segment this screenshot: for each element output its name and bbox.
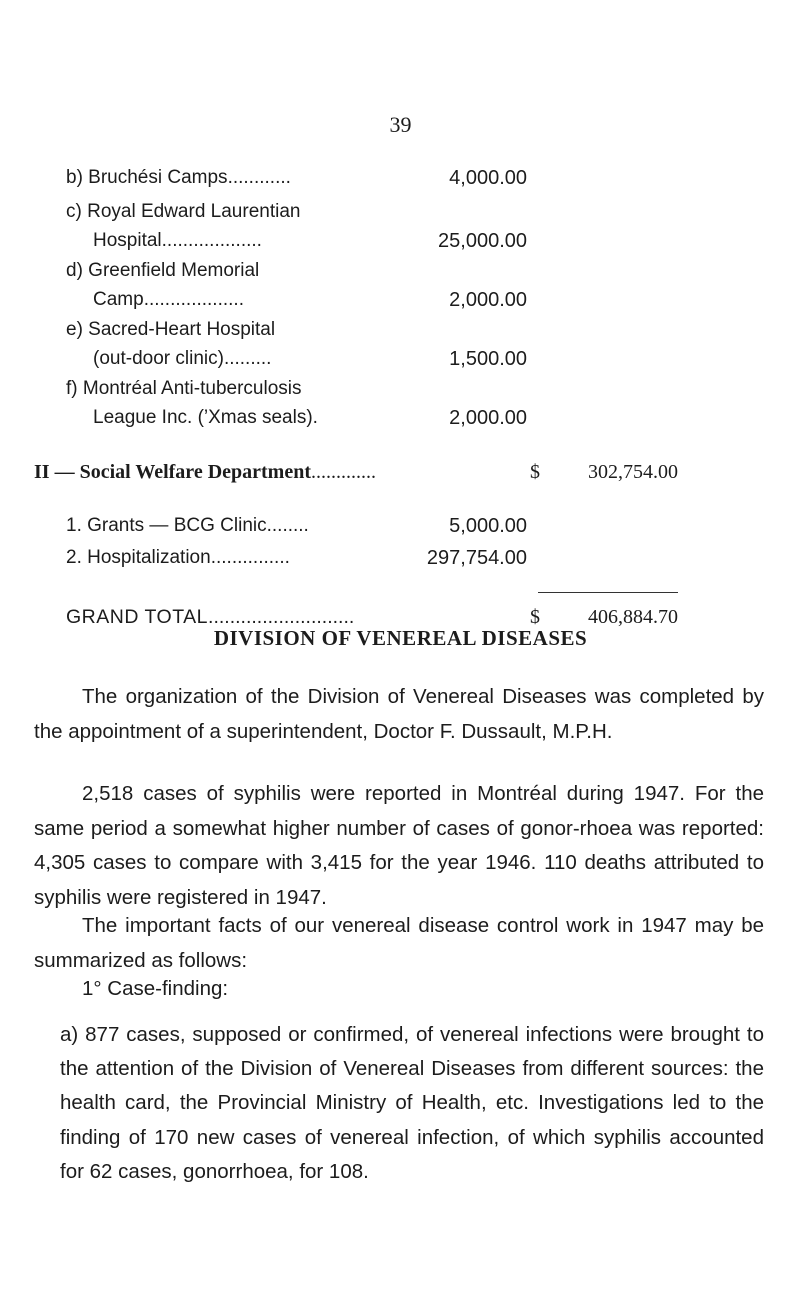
grand-total-amount: 406,884.70 xyxy=(588,606,678,628)
currency-symbol: $ xyxy=(530,606,540,628)
list-item-label-continued: (out-door clinic)......... xyxy=(93,348,272,369)
list-item-label-continued: Hospital................... xyxy=(93,230,262,251)
sub-paragraph: a) 877 cases, supposed or confirmed, of venereal infections were brought to the attention of the Division of Venereal Diseases from different sources: the health card, the Provincial Ministry of Health, etc. Investigations led to the finding of 170 new cases of venereal infection, of which syphilis accounted for 62 cases, gonorrhoea, for 108. xyxy=(60,1023,764,1183)
paragraph: The important facts of our venereal disease control work in 1947 may be summarized as follows: xyxy=(34,914,764,972)
paragraph: 1° Case-finding: xyxy=(82,977,229,1000)
list-item-label: e) Sacred-Heart Hospital xyxy=(66,319,276,340)
list-item-label: 1. Grants — BCG Clinic........ xyxy=(66,515,309,536)
list-item-label: 2. Hospitalization............... xyxy=(66,547,290,568)
list-item-amount: 297,754.00 xyxy=(426,547,527,569)
list-item-amount: 2,000.00 xyxy=(449,407,527,429)
section-amount: 302,754.00 xyxy=(588,461,678,483)
paragraph: 2,518 cases of syphilis were reported in Montréal during 1947. For the same period a somewhat higher number of cases of gonor-rhoea was reported: 4,305 cases to compare with 3,415 for the year 1946. 110 deaths attributed to syphilis were registered in 1947. xyxy=(34,782,764,909)
section-heading: DIVISION OF VENEREAL DISEASES xyxy=(213,626,588,650)
paragraph: The organization of the Division of Venereal Diseases was completed by the appointment of a superintendent, Doctor F. Dussault, M.P.H. xyxy=(34,685,764,743)
list-item-amount: 1,500.00 xyxy=(449,348,527,370)
list-item-amount: 2,000.00 xyxy=(449,289,527,311)
list-item-amount: 4,000.00 xyxy=(449,167,527,189)
list-item-label: c) Royal Edward Laurentian xyxy=(66,201,301,222)
page-number: 39 xyxy=(389,112,412,137)
grand-total-label: GRAND TOTAL........................... xyxy=(66,606,355,628)
list-item-label: b) Bruchési Camps............ xyxy=(66,167,291,188)
list-item-label: d) Greenfield Memorial xyxy=(66,260,260,281)
currency-symbol: $ xyxy=(530,461,540,483)
list-item-label-continued: Camp................... xyxy=(93,289,244,310)
list-item-label: f) Montréal Anti-tuberculosis xyxy=(66,378,302,399)
section-title: II — Social Welfare Department............. xyxy=(34,461,377,483)
list-item-label-continued: League Inc. (’Xmas seals). xyxy=(93,407,318,428)
total-rule xyxy=(538,592,678,593)
list-item-amount: 5,000.00 xyxy=(449,515,527,537)
list-item-amount: 25,000.00 xyxy=(438,230,527,252)
